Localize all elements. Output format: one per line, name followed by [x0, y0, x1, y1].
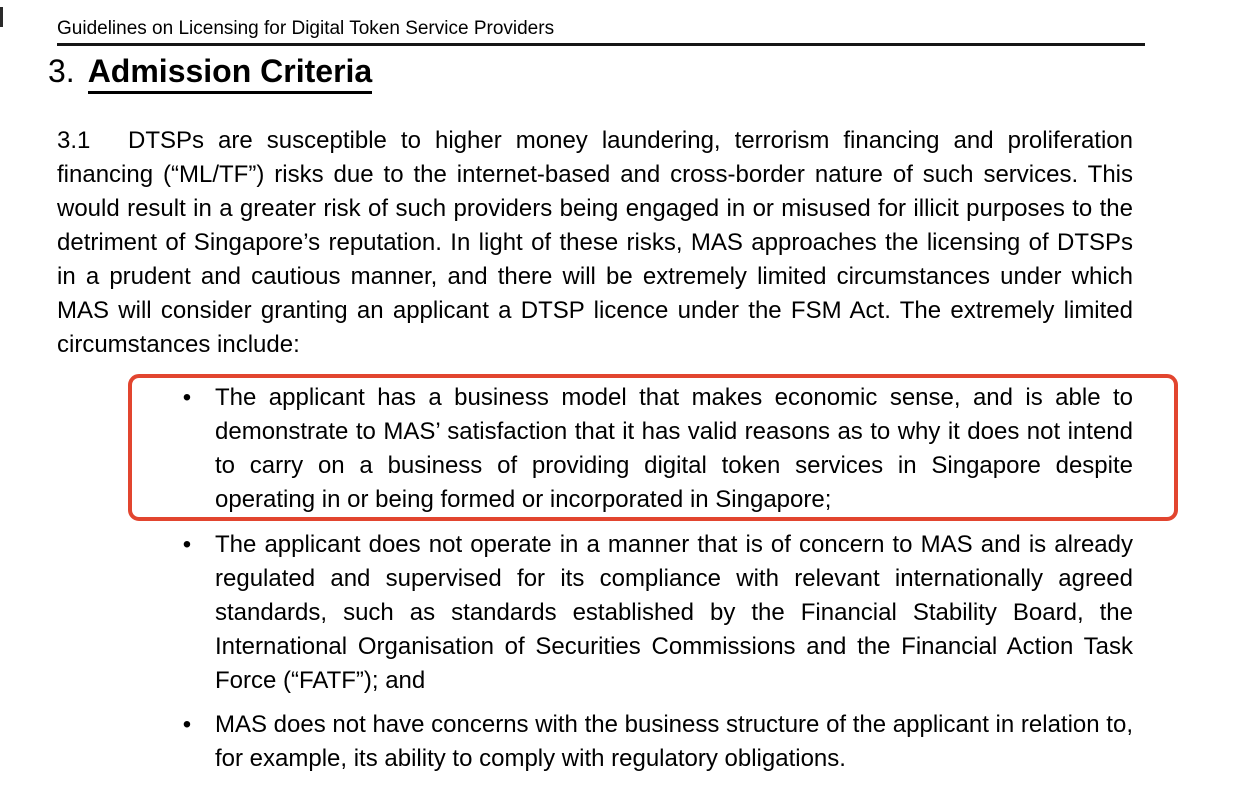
- bullet-text-1: The applicant has a business model that makes economic sense, and is able to demonstrate to MAS’ satisfaction that it has valid reasons as to why it does not intend to carry on a business of providing digital token services in Singapore despite operating in or being formed or incorporated in Singapore;: [215, 384, 1133, 513]
- paragraph-text: DTSPs are susceptible to higher money laundering, terrorism financing and proliferation financing (“ML/TF”) risks due to the internet-based and cross-border nature of such services. This would result in a greater risk of such providers being engaged in or misused for illicit purposes to the detriment of Singapore’s reputation. In light of these risks, MAS approaches the licensing of DTSPs in a prudent and cautious manner, and there will be extremely limited circumstances under which MAS will consider granting an applicant a DTSP licence under the FSM Act. The extremely limited circumstances include:: [57, 127, 1133, 358]
- bullet-icon: •: [182, 384, 192, 411]
- bullet-item-2: [182, 528, 1133, 698]
- page-edge-artifact: [0, 7, 3, 27]
- bullet-icon: •: [182, 711, 192, 738]
- bullet-text-3: MAS does not have concerns with the business structure of the applicant in relation to, for example, its ability to comply with regulatory obligations.: [215, 711, 1133, 772]
- section-number: 3.: [48, 53, 75, 89]
- bullet-text-2: The applicant does not operate in a manner that is of concern to MAS and is already regulated and supervised for its compliance with relevant internationally agreed standards, such as standards established by the Financial Stability Board, the International Organisation of Securities Commissions and the Financial Action Task Force (“FATF”); and: [215, 531, 1133, 694]
- section-title: Admission Criteria: [88, 52, 373, 94]
- bullet-item-1: [182, 381, 1133, 517]
- document-header-title: Guidelines on Licensing for Digital Token Service Providers: [57, 18, 1145, 46]
- bullet-icon: •: [182, 531, 192, 558]
- paragraph-3-1: [57, 124, 1133, 362]
- paragraph-number: 3.1: [57, 127, 91, 154]
- section-heading: [48, 52, 372, 94]
- bullet-item-3: [182, 708, 1133, 776]
